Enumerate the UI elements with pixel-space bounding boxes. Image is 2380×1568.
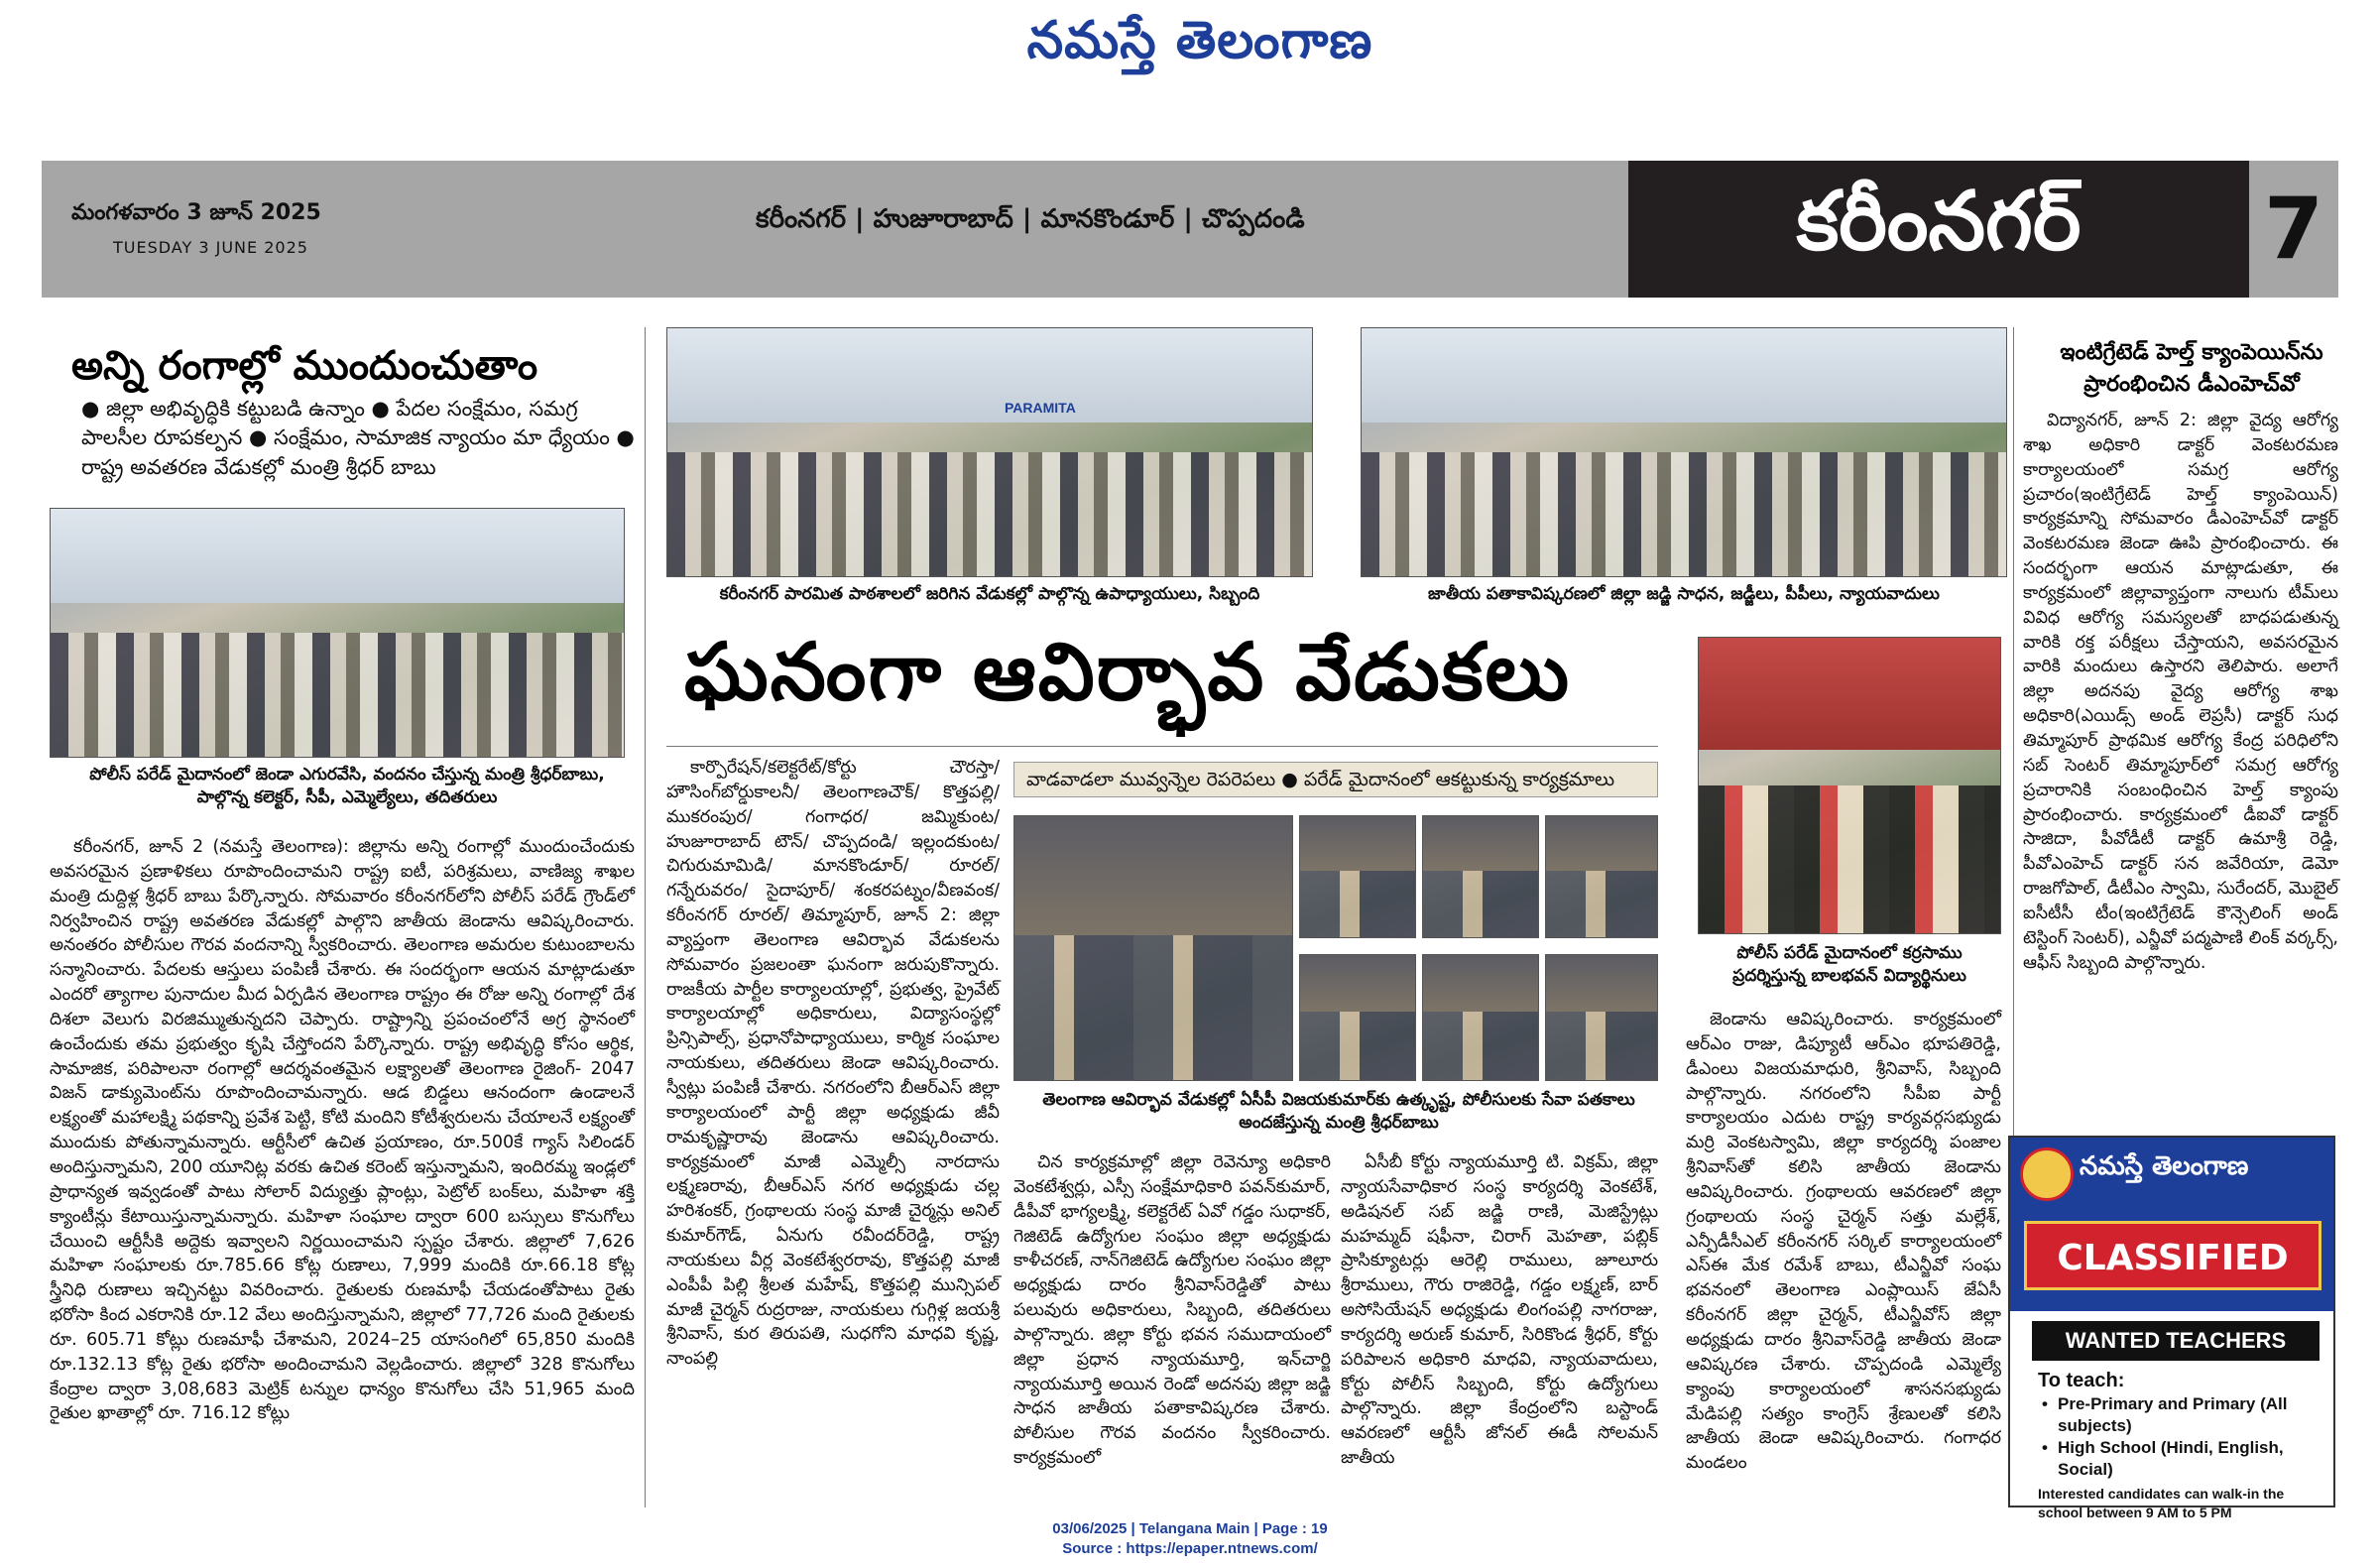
photo-people (1699, 785, 2000, 933)
left-story-body (50, 835, 635, 1511)
photo-people (1300, 871, 1415, 937)
photo-background (667, 328, 1312, 422)
center-column-2-text: చిన కార్యక్రమాల్లో జిల్లా రెవెన్యూ అధికారి వెంకటేశ్వర్లు, ఎస్సీ సంక్షేమాధికారి పవన్‌కుమార్, డీపీవో భాగ్యలక్ష్మి, కలెక్టరేట్ ఏవో గడ్డం సుధాకర్, గెజిటెడ్ ఉద్యోగుల సంఘం జిల్లా అధ్యక్షుడు కాళీచరణ్, నాన్‌గెజిటెడ్ ఉద్యోగుల సంఘం జిల్లా అధ్యక్షుడు దారం శ్రీనివాస్‌రెడ్డితో పాటు పలువురు అధికారులు, సిబ్బంది, తదితరులు పాల్గొన్నారు. జిల్లా కోర్టు భవన సముదాయంలో జిల్లా ప్రధాన న్యాయమూర్తి, ఇన్‌చార్జి న్యాయమూర్తి అయిన రెండో అదనపు జిల్లా జడ్జి సాధన జాతీయ పతాకావిష్కరణ చేశారు. పోలీసుల గౌరవ వందనం స్వీకరించారు. కార్యక్రమంలో (1013, 1152, 1331, 1469)
photo-background (1423, 816, 1538, 871)
ad-item-primary: • Pre-Primary and Primary (All subjects) (2038, 1393, 2325, 1437)
paramita-sign: PARAMITA (1005, 400, 1076, 416)
center-column-2 (1013, 1150, 1331, 1509)
photo-people (1546, 871, 1657, 937)
left-story-headline: అన్ని రంగాల్లో ముందుంచుతాం (71, 342, 538, 389)
date-telugu: మంగళవారం 3 జూన్ 2025 (71, 200, 321, 225)
left-photo-caption: పోలీస్ పరేడ్ మైదానంలో జెండా ఎగురవేసి, వందనం చేస్తున్న మంత్రి శ్రీధర్‌బాబు, పాల్గొన్న కలెక్టర్, సీపీ, ఎమ్మెల్యేలు, తదితరులు (89, 765, 605, 807)
photo-people (1362, 452, 2006, 576)
center-column-1-text: కార్పొరేషన్/కలెక్టరేట్/కోర్టు చౌరస్తా/ హౌసింగ్‌బోర్డుకాలనీ/ తెలంగాణచౌక్/ కొత్తపల్లి/ ముకరంపుర/ గంగాధర/ జమ్మికుంట/ హుజూరాబాద్ టౌన్/ చొప్పదండి/ ఇల్లందకుంట/ చిగురుమామిడి/ మానకొండూర్/ రూరల్/ గన్నేరువరం/ సైదాపూర్/ శంకరపట్నం/వీణవంక/కరీంనగర్ రూరల్/ తిమ్మాపూర్, జూన్ 2: జిల్లా వ్యాప్తంగా తెలంగాణ ఆవిర్భావ వేడుకలను సోమవారం ప్రజలంతా ఘనంగా జరుపుకొన్నారు. రాజకీయ పార్టీల కార్యాలయాల్లో, ప్రభుత్వ, ప్రైవేట్ కార్యాలయాల్లో అధికారులు, విద్యాసంస్థల్లో ప్రిన్సిపాల్స్, ప్రధానోపాధ్యాయులు, కార్మిక సంఘాల నాయకులు, తదితరులు జెండా ఆవిష్కరించారు. స్వీట్లు పంపిణీ చేశారు. నగరంలోని బీఆర్ఎస్ జిల్లా కార్యాలయంలో పార్టీ జిల్లా అధ్యక్షుడు జీవీ రామకృష్ణారావు జెండాను ఆవిష్కరించారు. కార్యక్రమంలో మాజీ ఎమ్మెల్సీ నారదాసు లక్ష్మణరావు, బీఆర్ఎస్ నగర అధ్యక్షుడు చల్ల హరిశంకర్, గ్రంథాలయ సంస్థ మాజీ చైర్మన్లు అనిల్ కుమార్‌గౌడ్, ఏనుగు రవీందర్‌రెడ్డి, రాష్ట్ర నాయకులు వీర్ల వెంకటేశ్వరరావు, కొత్తపల్లి మాజీ ఎంపీపీ పిల్లి శ్రీలత మహేష్, కొత్తపల్లి మున్సిపల్ మాజీ చైర్మన్ రుద్రరాజు, నాయకులు గుగ్గిళ్ల జయశ్రీ శ్రీనివాస్, కుర తిరుపతి, సుధగోని మాధవి కృష్ణ, నాంపల్లి (666, 758, 1000, 1370)
right-photo-body-text: జెండాను ఆవిష్కరించారు. కార్యక్రమంలో ఆర్ఎం రాజు, డిప్యూటీ ఆర్ఎం భూపతిరెడ్డి, డీఎంలు విజయమాధురి, శ్రీనివాస్, సిబ్బంది పాల్గొన్నారు. నగరంలోని సీపీఐ పార్టీ కార్యాలయం ఎదుట రాష్ట్ర కార్యవర్గసభ్యుడు మర్రి వెంకటస్వామి, జిల్లా కార్యదర్శి పంజాల శ్రీనివాస్‌తో కలిసి జాతీయ జెండాను ఆవిష్కరించారు. గ్రంథాలయ ఆవరణలో జిల్లా గ్రంథాలయ సంస్థ చైర్మన్ సత్తు మల్లేశ్, ఎన్పీడీసీఎల్ కరీంనగర్ సర్కిల్ కార్యాలయంలో ఎస్ఈ మేక రమేశ్ బాబు, టీఎన్జీవో సంఘ భవనంలో తెలంగాణ ఎంప్లాయిస్ జేఏసీ కరీంనగర్ జిల్లా చైర్మన్, టీఎన్జీవోస్ జిల్లా అధ్యక్షుడు దారం శ్రీనివాస్‌రెడ్డి జాతీయ జెండా ఆవిష్కరణ చేశారు. చొప్పదండి ఎమ్మెల్యే క్యాంపు కార్యాలయంలో శాసనసభ్యుడు మేడిపల్లి సత్యం కాంగ్రెస్ శ్రేణులతో కలిసి జాతీయ జెండా ఆవిష్కరించారు. గంగాధర మండలం (1686, 1010, 2001, 1474)
health-story-body (2023, 409, 2338, 1093)
footer-source-link[interactable]: Source : https://epaper.ntnews.com/ (1062, 1540, 1318, 1558)
paramita-photo-caption: కరీంనగర్ పారమిత పాఠశాలలో జరిగిన వేడుకల్లో పాల్గొన్న ఉపాధ్యాయులు, సిబ్బంది (719, 584, 1260, 604)
ad-body (2038, 1368, 2325, 1521)
police-portrait-1 (1299, 815, 1416, 938)
page-footer (0, 1519, 2380, 1560)
police-portrait-2 (1422, 815, 1539, 938)
photo-people (1014, 935, 1292, 1080)
photo-people (1546, 1012, 1657, 1080)
photo-background (1546, 955, 1657, 1012)
main-headline: ఘనంగా ఆవిర్భావ వేడుకలు (684, 625, 1572, 718)
column-divider (645, 327, 646, 1508)
police-portrait-3 (1545, 815, 1658, 938)
medal-ceremony-photo (1013, 815, 1293, 1081)
photo-background (1300, 955, 1415, 1012)
photo-background (1699, 638, 2000, 750)
left-story-photo (50, 508, 625, 758)
photo-background (1362, 328, 2006, 422)
photo-people (667, 452, 1312, 576)
photo-background (1546, 816, 1657, 871)
wanted-teachers-heading: WANTED TEACHERS (2032, 1321, 2320, 1361)
classified-banner: CLASSIFIED (2024, 1221, 2321, 1290)
photo-people (1423, 871, 1538, 937)
left-story-bullets: ● జిల్లా అభివృద్ధికి కట్టుబడి ఉన్నాం ● పేదల సంక్షేమం, సమగ్ర పాలసీల రూపకల్పన ● సంక్షేమం, సామాజిక న్యాయం మా ధ్యేయం ● రాష్ట్ర అవతరణ వేడుకల్లో మంత్రి శ్రీధర్ బాబు (81, 397, 635, 479)
page-number: 7 (2249, 161, 2338, 298)
center-column-1 (666, 756, 1000, 1509)
strap-text: వాడవాడలా మువ్వన్నెల రెపరెపలు ● పరేడ్ మైదానంలో ఆకట్టుకున్న కార్యక్రమాలు (1026, 769, 1615, 790)
police-portrait-4 (1299, 954, 1416, 1081)
ad-header (2010, 1138, 2333, 1311)
section-header (42, 161, 2338, 298)
stick-performance-photo (1698, 637, 2001, 934)
footer-edition-line: 03/06/2025 | Telangana Main | Page : 19 (1052, 1520, 1328, 1537)
left-story-paragraph: కరీంనగర్, జూన్ 2 (నమస్తే తెలంగాణ): జిల్లాను అన్ని రంగాల్లో ముందుంచేందుకు అవసరమైన ప్రణాళికలు రూపొందించామని రాష్ట్ర ఐటీ, పరిశ్రమలు, వాణిజ్య శాఖల మంత్రి దుద్దిళ్ల శ్రీధర్ బాబు పేర్కొన్నారు. సోమవారం కరీంనగర్‌లోని పోలీస్ పరేడ్ గ్రౌండ్‌లో నిర్వహించిన రాష్ట్ర అవతరణ వేడుకల్లో పాల్గొని జాతీయ జెండాను ఆవిష్కరించారు. అనంతరం పోలీసుల గౌరవ వందనాన్ని స్వీకరించారు. తెలంగాణ అమరుల కుటుంబాలను సన్మానించారు. పేదలకు ఆస్తులు పంపిణీ చేశారు. ఈ సందర్భంగా ఆయన మాట్లాడుతూ ఎందరో త్యాగాల పునాదుల మీద ఏర్పడిన తెలంగాణ రాష్ట్రం ఈ రోజు అన్ని రంగాల్లో దేశ దిశలా వెలుగు విరజిమ్ముతున్నదని చెప్పారు. రాష్ట్రాన్ని ప్రపంచంలోనే అగ్ర స్థానంలో ఉంచేందుకు తమ ప్రభుత్వం కృషి చేస్తోందని పేర్కొన్నారు. రాష్ట్ర అభివృద్ధి కోసం ఆర్థిక, సామాజిక, పరిపాలనా రంగాల్లో ఆదర్శవంతమైన లక్ష్యాలతో తెలంగాణ రైజింగ్- 2047 విజన్ డాక్యుమెంట్‌ను రూపొందించామన్నారు. ఆడ బిడ్డలు ఆనందంగా ఉండాలనే లక్ష్యంతో మహాలక్ష్మి పథకాన్ని ప్రవేశ పెట్టి, కోటి మందిని కోటీశ్వరులను చేయాలనే లక్ష్యంతో ముందుకు పోతున్నామన్నారు. ఆర్టీసీలో ఉచిత ప్రయాణం, రూ.500కే గ్యాస్ సిలిండర్ అందిస్తున్నామని, 200 యూనిట్ల వరకు ఉచిత కరెంట్ ఇస్తున్నామని, ఇందిరమ్మ ఇండ్లలో ప్రాధాన్యత ఇవ్వడంతో పాటు సోలార్ విద్యుత్తు ప్లాంట్లు, పెట్రోల్ బంక్‌లు, మహిళా శక్తి క్యాంటీన్లు కేటాయిస్తున్నామన్నారు. మహిళా సంఘాల ద్వారా 600 బస్సులు కొనుగోలు చేయించి ఆర్టీసీకి అద్దెకు ఇవ్వాలని నిర్ణయించామని స్పష్టం చేశారు. జిల్లాలో 7,626 మహిళా సంఘాలకు రూ.785.66 కోట్ల రుణాలు, 7,999 మందికి రూ.66.18 కోట్ల స్త్రీనిధి రుణాలు ఇచ్చినట్టు వివరించారు. రైతులకు రుణమాఫీ చేయడంతోపాటు రైతు భరోసా కింద ఎకరానికి రూ.12 వేలు అందిస్తున్నామని, జిల్లాలో 77,726 మంది రైతులకు రూ. 605.71 కోట్లు రుణమాఫీ చేశామని, 2024–25 యాసంగిలో 65,850 మందికి రూ.132.13 కోట్ల రైతు భరోసా అందించామని వెల్లడించారు. జిల్లాలో 328 కొనుగోలు కేంద్రాల ద్వారా 3,08,683 మెట్రిక్ టన్నుల ధాన్యం కొనుగోలు చేసి 51,965 మంది రైతుల ఖాతాల్లో రూ. 716.12 కోట్లు (50, 837, 635, 1424)
photo-people (1423, 1012, 1538, 1080)
ad-note: Interested candidates can walk-in the school between 9 AM to 5 PM (2038, 1486, 2285, 1520)
ad-item-highschool: • High School (Hindi, English, Social) (2038, 1437, 2325, 1481)
paramita-school-photo (666, 327, 1313, 577)
center-column-3-text: ఏసీబీ కోర్టు న్యాయమూర్తి టి. విక్రమ్, జిల్లా న్యాయసేవాధికార సంస్థ కార్యదర్శి వెంకటేశ్, అడిషనల్ సబ్ జడ్జి రాణి, మెజిస్ట్రేట్లు మహమ్మద్ షఫీనా, చిరాగ్ మెహతా, పబ్లిక్ ప్రాసిక్యూటర్లు ఆరెల్లి రాములు, జూలూరు శ్రీరాములు, గౌరు రాజిరెడ్డి, గడ్డం లక్ష్మణ్, బార్ అసోసియేషన్ అధ్యక్షుడు లింగంపల్లి నాగరాజు, కార్యదర్శి అరుణ్ కుమార్, సిరికొండ శ్రీధర్, కోర్టు పరిపాలన అధికారి మాధవి, న్యాయవాదులు, కోర్టు పోలీస్ సిబ్బంది, కోర్టు ఉద్యోగులు పాల్గొన్నారు. జిల్లా కేంద్రంలోని బస్టాండ్ ఆవరణలో ఆర్టీసీ జోనల్ ఈడీ సోలమన్ జాతీయ (1341, 1152, 1658, 1469)
date-english: TUESDAY 3 JUNE 2025 (113, 238, 308, 257)
photo-background (1300, 816, 1415, 871)
edition-name: కరీంనగర్ (1796, 175, 2082, 269)
police-portrait-5 (1422, 954, 1539, 1081)
photo-background (1014, 816, 1292, 935)
emblem-icon (2020, 1147, 2074, 1201)
coverage-areas: కరీంనగర్ | హుజూరాబాద్ | మానకొండూర్ | చొప్పదండి (756, 204, 1305, 234)
health-story-headline: ఇంటిగ్రేటెడ్ హెల్త్ క్యాంపెయిన్‌ను ప్రారంభించిన డీఎంహెచ్‌వో (2060, 339, 2323, 397)
medal-photo-caption: తెలంగాణ ఆవిర్భావ వేడుకల్లో ఏసీపీ విజయకుమార్‌కు ఉత్కృష్ట, పోలీసులకు సేవా పతకాలు అందజేస్తున్న మంత్రి శ్రీధర్‌బాబు (1042, 1090, 1635, 1133)
ad-logo: నమస్తే తెలంగాణ (2080, 1151, 2249, 1181)
ad-to-teach: To teach: (2038, 1370, 2125, 1391)
masthead (0, 0, 2380, 149)
stick-photo-caption: పోలీస్ పరేడ్ మైదానంలో కర్రసాము ప్రదర్శిస్తున్న బాలభవన్ విద్యార్థినులు (1732, 943, 1966, 986)
photo-background (51, 509, 624, 603)
photo-people (1300, 1012, 1415, 1080)
district-court-photo (1361, 327, 2007, 577)
court-photo-caption: జాతీయ పతాకావిష్కరణలో జిల్లా జడ్జి సాధన, జడ్జీలు, పీపీలు, న్యాయవాదులు (1428, 584, 1940, 604)
center-column-3 (1341, 1150, 1658, 1509)
police-portrait-6 (1545, 954, 1658, 1081)
edition-banner (1628, 161, 2249, 298)
health-story-text: విద్యానగర్, జూన్ 2: జిల్లా వైద్య ఆరోగ్య శాఖ అధికారి డాక్టర్ వెంకటరమణ కార్యాలయంలో సమగ్ర ఆరోగ్య ప్రచారం(ఇంటిగ్రేటెడ్ హెల్త్ క్యాంపెయిన్) కార్యక్రమాన్ని సోమవారం డీఎంహెచ్‌వో డాక్టర్ వెంకటరమణ జెండా ఊపి ప్రారంభించారు. ఈ సందర్భంగా ఆయన మాట్లాడుతూ, ఈ కార్యక్రమంలో జిల్లావ్యాప్తంగా నాలుగు టీమ్‌లు వివిధ ఆరోగ్య సమస్యలతో బాధపడుతున్న వారికి రక్త పరీక్షలు చేస్తాయని, అవసరమైన వారికి మందులు ఉస్తారని తెలిపారు. అలాగే జిల్లా అదనపు వైద్య ఆరోగ్య శాఖ అధికారి(ఎయిడ్స్ అండ్ లెప్రసీ) డాక్టర్ సుధ తిమ్మాపూర్ ప్రాథమిక ఆరోగ్య కేంద్ర పరిధిలోని సబ్ సెంటర్ తిమ్మాపూర్‌లో సమగ్ర ఆరోగ్య ప్రచారానికి సంబంధించిన హెల్త్ క్యాంపు ప్రారంభించారు. కార్యక్రమంలో డీఐవో డాక్టర్ సాజిదా, పీవోడీటీ డాక్టర్ ఉమాశ్రీ రెడ్డి, పీవోఎంహెచ్ డాక్టర్ సన జవేరియా, డెమో రాజగోపాల్, డీటీఎం స్వామి, సురేందర్, మొబైల్ ఐసీటీసీ టీం(ఇంటిగ్రేటెడ్ కౌన్సెలింగ్ అండ్ టెస్టింగ్ సెంటర్), ఎన్జీవో పద్మపాణి లింక్ వర్కర్స్, ఆఫీస్ సిబ్బంది పాల్గొన్నారు. (2023, 411, 2338, 973)
strap-box (1013, 762, 1658, 797)
classified-ad (2008, 1136, 2335, 1520)
newspaper-logo: నమస్తే తెలంగాణ (1026, 10, 1373, 70)
photo-people (51, 633, 624, 757)
right-photo-body (1686, 1008, 2001, 1509)
photo-background (1423, 955, 1538, 1012)
headline-divider (666, 746, 1658, 747)
